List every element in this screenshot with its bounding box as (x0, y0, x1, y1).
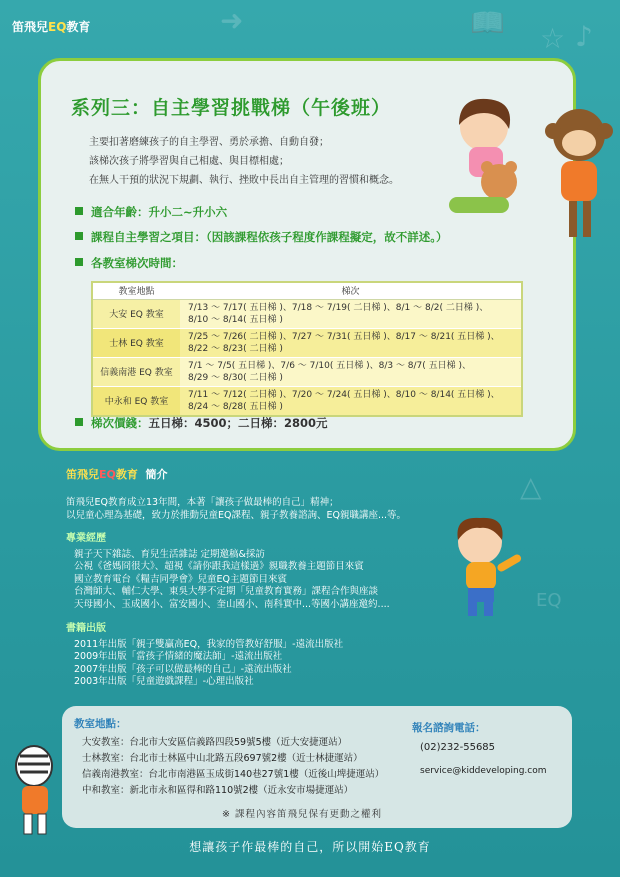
course-card (38, 58, 576, 451)
about-brand-eq: EQ (99, 468, 116, 481)
price-label: 梯次價錢： (91, 416, 149, 430)
dates-cell (180, 386, 522, 416)
age-text: 適合年齡：升小二~升小六 (91, 205, 228, 219)
phone-title: 報名諮詢電話： (412, 722, 486, 734)
schedule-table (91, 281, 523, 417)
email-address: service@kiddeveloping.com (420, 766, 547, 776)
star-doodle-icon: ☆ (540, 22, 566, 55)
dates-line: 8/10 ～ 8/14( 五日梯 ) (188, 314, 283, 325)
books-section (66, 623, 343, 689)
about-title-suffix: 簡介 (145, 468, 168, 481)
about-title (66, 466, 406, 482)
about-line: 以兒童心理為基礎，致力於推動兒童EQ課程、親子教養諮詢、EQ親職講座...等。 (66, 510, 407, 521)
experience-item: 國立教育電台《糧吉同學會》兒童EQ主題節目來賓 (74, 573, 287, 585)
brand-logo (12, 18, 90, 35)
experience-section (66, 533, 390, 611)
place-cell: 大安 EQ 教室 (92, 299, 180, 328)
zebra-illustration-icon (4, 742, 74, 838)
contact-box (62, 706, 572, 828)
dates-cell (180, 328, 522, 357)
logo-text-eq: EQ (48, 20, 67, 34)
table-header-row (92, 282, 522, 299)
course-title: 系列三：自主學習挑戰梯（午後班） (71, 97, 392, 119)
schedule-title-line (75, 255, 183, 271)
header-place: 教室地點 (92, 282, 180, 299)
dates-cell (180, 357, 522, 386)
book-item: 2011年出版「親子雙贏高EQ，我家的管教好舒服」-遠流出版社 (74, 638, 344, 650)
course-items-text: 課程自主學習之項目：（因該課程依孩子程度作課程擬定，故不詳述。） (91, 230, 448, 244)
place-cell: 信義南港 EQ 教室 (92, 357, 180, 386)
arrow-doodle-icon: ➜ (220, 4, 244, 37)
experience-item: 公視《爸媽冏很大》、超視《請你跟我這樣過》親職教養主題節目來賓 (74, 561, 364, 572)
logo-text-post: 教育 (66, 20, 91, 34)
experience-item: 台灣師大、輔仁大學、東吳大學不定期「兒童教育實務」課程合作與座談 (74, 586, 379, 597)
book-item: 2009年出版「當孩子情緒的魔法師」-遠流出版社 (74, 651, 283, 662)
book-item: 2003年出版「兒童遊戲課程」-心理出版社 (74, 676, 254, 687)
place-cell: 士林 EQ 教室 (92, 328, 180, 357)
header-sessions: 梯次 (180, 282, 522, 299)
experience-item: 天母國小、玉成國小、富安國小、奎山國小、南科實中...等國小講座邀約.... (74, 598, 390, 610)
experience-item: 親子天下雜誌、育兒生活雜誌 定期邀稿&採訪 (74, 548, 265, 560)
book-item: 2007年出版「孩子可以做最棒的自己」-遠流出版社 (74, 663, 292, 675)
dates-cell (180, 299, 522, 328)
slogan: 想讓孩子作最棒的自己，所以開始EQ教育 (189, 840, 431, 854)
dates-line: 8/22 ～ 8/23( 二日梯 ) (188, 343, 283, 354)
bullet-square-icon (75, 232, 83, 240)
dates-line: 8/29 ～ 8/30( 二日梯 ) (188, 372, 283, 383)
price-line (75, 415, 328, 431)
location-line: 信義南港教室：台北市南港區玉成街140巷27號1樓（近後山埤捷運站） (82, 769, 385, 780)
rights-note: ※ 課程內容笛飛兒保有更動之權利 (222, 809, 382, 820)
course-items-line (75, 229, 448, 245)
location-line: 士林教室：台北市士林區中山北路五段697號2樓（近士林捷運站） (82, 753, 363, 764)
table-row (92, 299, 522, 328)
triangle-doodle-icon: △ (520, 470, 542, 503)
kids-illustration-icon (429, 87, 619, 247)
about-brand-post: 教育 (115, 468, 138, 481)
eq-doodle-icon: EQ (536, 590, 562, 611)
bullet-square-icon (75, 207, 83, 215)
location-line: 中和教室：新北市永和區得和路110號2樓（近永安市場捷運站） (82, 785, 354, 796)
books-title: 書籍出版 (66, 623, 106, 634)
table-row (92, 386, 522, 416)
place-cell: 中永和 EQ 教室 (92, 386, 180, 416)
bullet-square-icon (75, 418, 83, 426)
experience-title: 專業經歷 (66, 533, 106, 544)
intro-line: 該梯次孩子將學習與自己相處、與目標相處； (89, 156, 289, 167)
table-row (92, 357, 522, 386)
price-value: 五日梯：4500；二日梯：2800元 (148, 416, 328, 430)
boy-illustration-icon (440, 510, 530, 620)
course-intro (89, 133, 399, 190)
intro-line: 在無人干預的狀況下規劃、執行、挫敗中長出自主管理的習慣和概念。 (89, 175, 399, 186)
about-text (66, 496, 406, 522)
dates-line: 7/1 ～ 7/5( 五日梯 )、7/6 ～ 7/10( 五日梯 )、8/3 ～ 8/7( 五日梯 )、 (188, 360, 472, 371)
dates-line: 7/25 ～ 7/26( 二日梯 )、7/27 ～ 7/31( 五日梯 )、8/17 ～ 8/21( 五日梯 )、 (188, 331, 500, 342)
note-doodle-icon: ♪ (575, 20, 593, 53)
book-doodle-icon: 📖 (470, 6, 505, 39)
about-brand: 笛飛兒 (66, 468, 99, 481)
location-line: 大安教室：台北市大安區信義路四段59號5樓（近大安捷運站） (82, 737, 348, 748)
locations-title: 教室地點： (74, 718, 127, 730)
schedule-title-text: 各教室梯次時間： (91, 256, 183, 270)
about-section (66, 466, 406, 522)
age-line (75, 204, 227, 220)
dates-line: 8/24 ～ 8/28( 五日梯 ) (188, 401, 283, 412)
dates-line: 7/13 ～ 7/17( 五日梯 )、7/18 ～ 7/19( 二日梯 )、8/1 ～ 8/2( 二日梯 )、 (188, 302, 489, 313)
dates-line: 7/11 ～ 7/12( 二日梯 )、7/20 ～ 7/24( 五日梯 )、8/10 ～ 8/14( 五日梯 )、 (188, 389, 500, 400)
logo-text-pre: 笛飛兒 (12, 20, 49, 34)
about-line: 笛飛兒EQ教育成立13年間，本著「讓孩子做最棒的自己」精神； (66, 497, 339, 508)
table-row (92, 328, 522, 357)
phone-number: (02)232-55685 (420, 742, 496, 753)
intro-line: 主要扣著磨練孩子的自主學習、勇於承擔、自動自發； (89, 137, 329, 148)
bullet-square-icon (75, 258, 83, 266)
